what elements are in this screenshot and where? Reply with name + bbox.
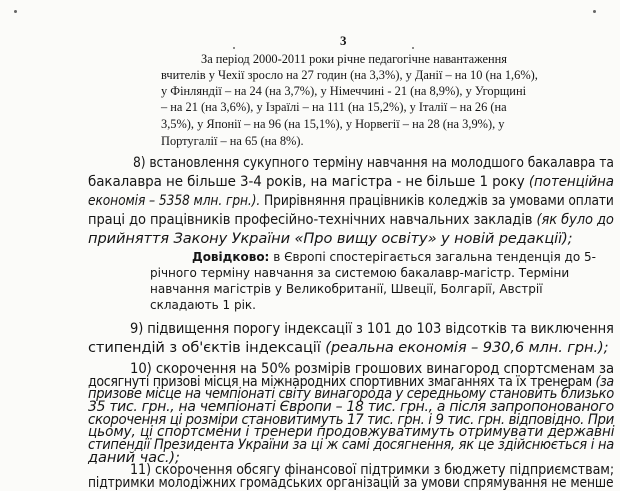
note-line: 3,5%), у Японії – на 96 (на 15,1%), у Норвегії – на 28 (на 3,9%), у [161, 117, 505, 131]
scan-speck [233, 47, 235, 49]
item10-line4: 35 тис. грн., на чемпіонаті Європи – 18 тис. грн., а після запропонованого [88, 398, 614, 415]
item10-line8: даний час.); [88, 449, 180, 466]
scan-speck [593, 10, 596, 13]
item9-line1: 9) підвищення порогу індексації з 101 до 103 відсотків та виключення [130, 320, 614, 337]
note-line: у Фінляндії – на 24 (на 3,7%), у Німеччині - 21 (на 8,9%), у Угорщині [161, 84, 527, 98]
note-line: річного терміну навчання за системою бакалавр-магістр. Терміни [150, 266, 570, 280]
item10-line6: цьому, ці спортсмени і тренери продовжуватимуть отримувати державні [88, 423, 615, 440]
item11-line1: 11) скорочення обсягу фінансової підтримки з бюджету підприємствам; [130, 461, 615, 478]
note-line: навчання магістрів у Великобританії, Швеції, Болгарії, Австрії [150, 282, 543, 296]
note-line: Довідково: в Європі спостерігається загальна тенденція до 5- [192, 250, 596, 264]
note-line: За період 2000-2011 роки річне педагогічне навантаження [201, 52, 507, 66]
note-line: вчителів у Чехії зросло на 27 годин (на 3,3%), у Данії – на 10 (на 1,6%), [161, 68, 538, 82]
note-line: Португалії – на 65 (на 8%). [161, 134, 304, 148]
item9-line2: стипендій з об'єктів індексації (реальна економія – 930,6 млн. грн.); [88, 339, 609, 356]
item10-line2: досягнуті призові місця на міжнародних спортивних змаганнях та їх тренерам (за [88, 373, 614, 390]
item11-line2: підтримки молодіжних громадських організацій за умови спрямування не менше [88, 474, 614, 491]
item8-line3: економія – 5358 млн. грн.). Прирівняння працівників коледжів за умовами оплати [88, 192, 614, 209]
item8-line5: прийняття Закону України «Про вищу освіту» у новій редакції); [88, 230, 573, 247]
scan-speck [14, 10, 17, 13]
item8-line4: праці до працівників професійно-технічних навчальних закладів (як було до [88, 211, 614, 228]
note-line: складають 1 рік. [150, 298, 256, 312]
item10-line3: призове місце на чемпіонаті світу винагорода у середньому становить близько [88, 385, 614, 402]
item10-line5: скорочення ці розміри становитимуть 17 тис. грн. і 9 тис. грн. відповідно. При [88, 411, 614, 428]
item8-line1: 8) встановлення сукупного терміну навчання на молодшого бакалавра та [133, 154, 614, 171]
page-number: 3 [340, 33, 347, 48]
scan-speck [412, 47, 414, 49]
item10-line7: стипендії Президента України за ці ж самі досягнення, як це здійснюється і на [88, 436, 614, 453]
item10-line1: 10) скорочення на 50% розмірів грошових винагород спортсменам за [130, 360, 615, 377]
note-line: – на 21 (на 3,6%), у Ізраїлі – на 111 (на 15,2%), у Італії – на 26 (на [161, 100, 507, 114]
item8-line2: бакалавра не більше 3-4 років, на магістра - не більше 1 року (потенційна [88, 173, 614, 190]
